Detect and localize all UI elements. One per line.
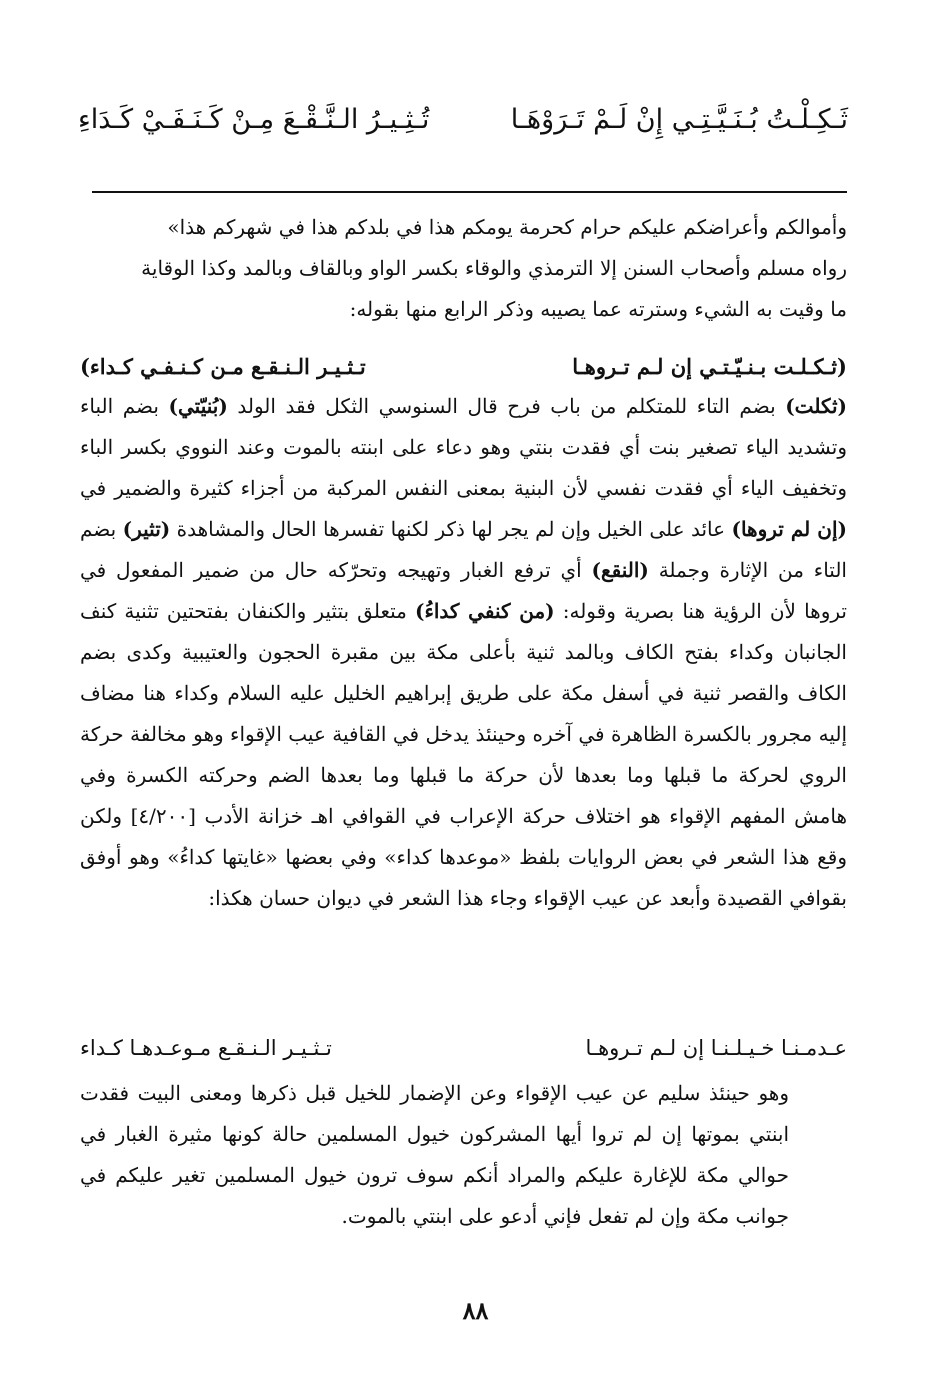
- diwan-verse: [80, 1028, 847, 1068]
- page-number: ٨٨: [462, 1296, 489, 1325]
- closing-text: وهو حينئذ سليم عن عيب الإقواء وعن الإضمار للخيل قبل ذكرها ومعنى البيت فقدت ابنتي بموتها إن لم تروا أيها المشركون خيول المسلمين حالة كونها مثيرة الغبار في حوالي مكة للإغارة عليكم والمراد أنكم سوف ترون خيول المسلمين تغير عليكم في جوانب مكة وإن لم تفعل فإني أدعو على ابنتي بالموت.: [80, 1081, 789, 1228]
- header-verse: [78, 96, 848, 142]
- closing-paragraph: [80, 1073, 847, 1237]
- commentary-segment: بضم الباء وتشديد الياء تصغير بنت أي فقدت بنتي وهو دعاء على ابنته بالموت وعند النووي بكسر الباء وتخفيف الياء أي فقدت نفسي لأن البنية بمعنى النفس المركبة من أجزاء كثيرة والضمير في: [80, 394, 847, 500]
- commentary-segment: متعلق بتثير والكنفان بفتحتين تثنية كنف الجانبان وكداء بفتح الكاف وبالمد ثنية بأعلى مكة بين مقبرة الحجون والعتيبية وكدى بضم الكاف والقصر ثنية في أسفل مكة على طريق إبراهيم الخليل عليه السلام وكداء هنا مضاف إليه مجرور بالكسرة الظاهرة في آخره وحينئذ يدخل في القافية عيب الإقواء وهو مخالفة حركة الروي لحركة ما قبلها وما بعدها لأن حركة ما قبلها وما بعدها الضم وحركته الكسرة وفي هامش المفهم الإقواء هو اختلاف حركة الإعراب في القوافي اهـ خزانة الأدب [٤/٢٠٠] ولكن وقع هذا الشعر في بعض الروايات بلفظ «موعدها كداء» وفي بعضها «غايتها كداءُ» وهو أوفق بقوافي القصيدة وأبعد عن عيب الإقواء وجاء هذا الشعر في ديوان حسان هكذا:: [80, 599, 847, 910]
- term-in-lam-tarawha: (إن لم تروها): [731, 517, 847, 541]
- diwan-verse-second-hemistich: تـثـيـر الـنـقـع مـوعـدهـا كـداء: [80, 1036, 332, 1060]
- quoted-verse: [80, 346, 847, 386]
- commentary-segment: أي ترفع الغبار وتهيجه وتحرّكه حال من ضمير المفعول في تروها لأن الرؤية هنا بصرية وقوله:: [80, 558, 847, 623]
- term-an-naq: (النقع): [591, 558, 649, 582]
- commentary-segment: عائد على الخيل وإن لم يجر لها ذكر لكنها تفسرها الحال والمشاهدة: [170, 517, 732, 541]
- text-line: رواه مسلم وأصحاب السنن إلا الترمذي والوقاء بكسر الواو وبالقاف وبالمد وكذا الوقاية: [141, 256, 847, 280]
- commentary-paragraph: [80, 386, 847, 919]
- header-verse-first-hemistich: ثَـكِـلْـتُ بُـنَـيَّـتِـي إِنْ لَـمْ تَـرَوْهَـا: [510, 103, 848, 135]
- separator-rule: [92, 191, 847, 193]
- text-line: ما وقيت به الشيء وسترته عما يصيبه وذكر الرابع منها بقوله:: [349, 297, 847, 321]
- term-tuthiru: (تثير): [122, 517, 171, 541]
- commentary-text: [80, 386, 847, 919]
- text-line: وأموالكم وأعراضكم عليكم حرام كحرمة يومكم هذا في بلدكم هذا في شهركم هذا»: [167, 215, 847, 239]
- commentary-segment: بضم التاء من الإثارة وجملة: [80, 517, 847, 582]
- term-thakiltu: (ثكلت): [785, 394, 848, 418]
- header-verse-second-hemistich: تُـثِـيـرُ الـنَّـقْـعَ مِـنْ كَـنَـفَـيْ كَـدَاءِ: [78, 103, 430, 135]
- commentary-segment: بضم التاء للمتكلم من باب فرح قال السنوسي الثكل فقد الولد: [227, 394, 786, 418]
- quoted-verse-first-hemistich: (ثـكـلـت بـنـيّـتـي إن لـم تـروهـا: [572, 353, 847, 379]
- diwan-verse-first-hemistich: عـدمـنـا خـيـلـنـا إن لـم تـروهـا: [585, 1036, 847, 1060]
- quoted-verse-second-hemistich: تـثـيـر الـنـقـع مـن كـنـفـي كـداء): [80, 353, 366, 379]
- footnote-block-1: [80, 207, 847, 330]
- term-min-kanafay-kada: (من كنفي كداءُ): [414, 599, 555, 623]
- term-bunayyati: (بُنيّتي): [168, 394, 228, 418]
